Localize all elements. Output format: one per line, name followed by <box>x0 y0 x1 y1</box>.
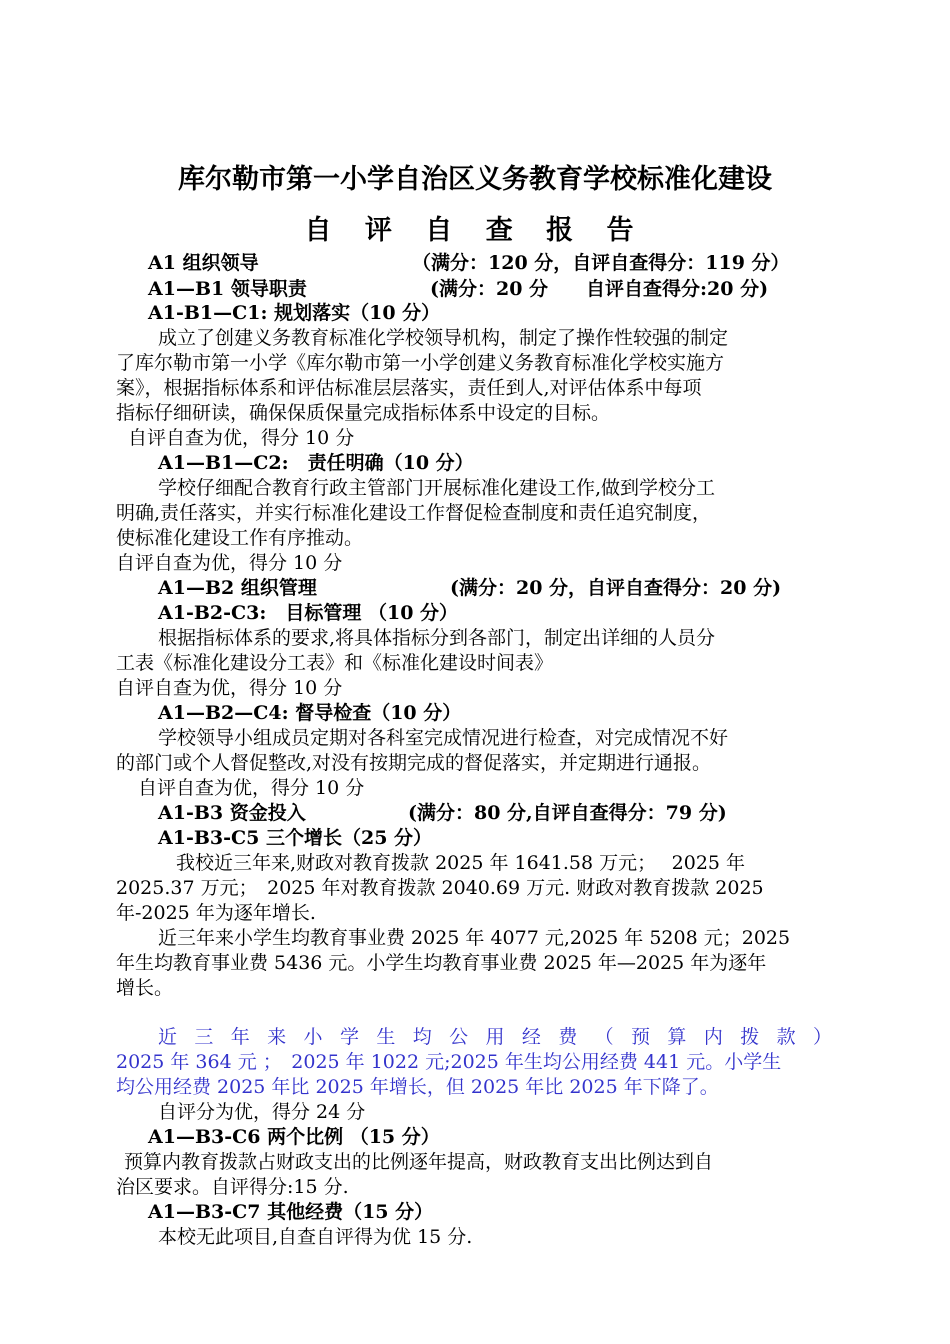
b1-score: (满分：20 分 自评自查得分:20 分) <box>430 278 769 300</box>
a1-label: A1 组织领导 <box>148 252 259 274</box>
c2-heading: A1—B1—C2: 责任明确（10 分） <box>158 452 474 474</box>
c4-line: 的部门或个人督促整改,对没有按期完成的督促落实，并定期进行通报。 <box>116 752 712 774</box>
c1-heading: A1-B1—C1: 规划落实（10 分） <box>148 302 441 324</box>
c7-heading: A1—B3-C7 其他经费（15 分） <box>148 1201 434 1223</box>
c1-line: 了库尔勒市第一小学《库尔勒市第一小学创建义务教育标准化学校实施方 <box>116 352 725 374</box>
c5-line: 年-2025 年为逐年增长. <box>116 902 316 924</box>
c4-line: 学校领导小组成员定期对各科室完成情况进行检查，对完成情况不好 <box>158 727 729 749</box>
document-title: 库尔勒市第一小学自治区义务教育学校标准化建设 <box>178 164 772 195</box>
b1-label: A1—B1 领导职责 <box>148 278 307 300</box>
c3-result: 自评自查为优，得分 10 分 <box>116 677 343 699</box>
a1-score: （满分：120 分，自评自查得分：119 分） <box>412 252 790 274</box>
c1-line: 案》，根据指标体系和评估标准层层落实，责任到人,对评估体系中每项 <box>116 377 702 399</box>
c6-heading: A1—B3-C6 两个比例 （15 分） <box>148 1126 440 1148</box>
c2-line: 学校仔细配合教育行政主管部门开展标准化建设工作,做到学校分工 <box>158 477 716 499</box>
c5-highlight-line: 近三年来小学生均公用经费（预算内拨款） <box>158 1026 832 1048</box>
b2-score: (满分：20 分，自评自查得分：20 分) <box>450 577 782 599</box>
b3-score: (满分：80 分,自评自查得分：79 分) <box>408 802 727 824</box>
document-subtitle: 自 评 自 查 报 告 <box>304 215 646 246</box>
c7-line: 本校无此项目,自查自评得为优 15 分. <box>158 1226 473 1248</box>
c5-line: 2025.37 万元； 2025 年对教育拨款 2040.69 万元. 财政对教育拨款 2025 <box>116 877 764 899</box>
c6-line: 治区要求。自评得分:15 分. <box>116 1176 349 1198</box>
c5-line: 近三年来小学生均教育事业费 2025 年 4077 元,2025 年 5208 元；2025 <box>158 927 791 949</box>
c5-highlight-line: 均公用经费 2025 年比 2025 年增长，但 2025 年比 2025 年下降了。 <box>116 1076 719 1098</box>
c5-heading: A1-B3-C5 三个增长（25 分） <box>158 827 433 849</box>
c1-line: 指标仔细研读，确保保质保量完成指标体系中设定的目标。 <box>116 402 611 424</box>
c1-line: 成立了创建义务教育标准化学校领导机构，制定了操作性较强的制定 <box>158 327 729 349</box>
c5-line: 年生均教育事业费 5436 元。小学生均教育事业费 2025 年—2025 年为逐年 <box>116 952 767 974</box>
c2-line: 明确,责任落实，并实行标准化建设工作督促检查制度和责任追究制度， <box>116 502 712 524</box>
c4-result: 自评自查为优，得分 10 分 <box>138 777 365 799</box>
b3-label: A1-B3 资金投入 <box>158 802 306 824</box>
c5-result: 自评分为优，得分 24 分 <box>158 1101 366 1123</box>
c6-line: 预算内教育拨款占财政支出的比例逐年提高，财政教育支出比例达到自 <box>124 1151 714 1173</box>
c3-line: 工表《标准化建设分工表》和《标准化建设时间表》 <box>116 652 554 674</box>
c5-line: 增长。 <box>116 977 174 999</box>
c1-result: 自评自查为优，得分 10 分 <box>128 427 355 449</box>
c3-line: 根据指标体系的要求,将具体指标分到各部门，制定出详细的人员分 <box>158 627 716 649</box>
c2-line: 使标准化建设工作有序推动。 <box>116 527 364 549</box>
b2-label: A1—B2 组织管理 <box>158 577 317 599</box>
c5-highlight-line: 2025 年 364 元 ； 2025 年 1022 元;2025 年生均公用经费 441 元。小学生 <box>116 1051 782 1073</box>
c3-heading: A1-B2-C3: 目标管理 （10 分） <box>158 602 459 624</box>
c5-line: 我校近三年来,财政对教育拨款 2025 年 1641.58 万元； 2025 年 <box>176 852 746 874</box>
c2-result: 自评自查为优，得分 10 分 <box>116 552 343 574</box>
c4-heading: A1—B2—C4: 督导检查（10 分） <box>158 702 462 724</box>
